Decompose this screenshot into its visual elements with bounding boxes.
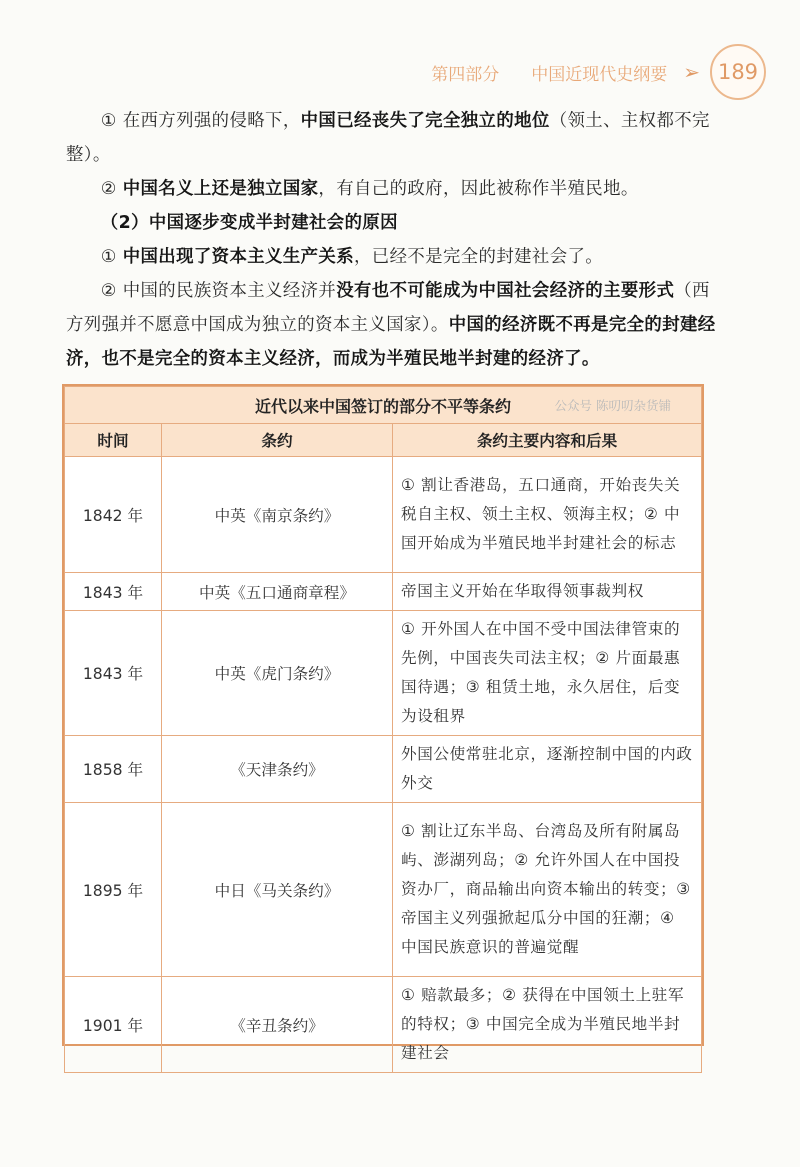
text: （西方列强并不愿意中国成为独立的资本主义国家）。 (66, 281, 710, 335)
text: （领土、主权都不完整）。 (66, 111, 710, 165)
table-caption: 近代以来中国签订的部分不平等条约 公众号 陈叨叨杂货铺 (65, 387, 702, 424)
paper-plane-icon: ➢ (683, 60, 700, 84)
header-time: 时间 (65, 424, 162, 457)
paragraph (66, 104, 716, 172)
row-treaty: 《天津条约》 (162, 736, 393, 803)
text: ② (100, 179, 123, 199)
text: ② 中国的民族资本主义经济并 (100, 281, 337, 301)
table-row (65, 977, 702, 1073)
row-content: ① 割让辽东半岛、台湾岛及所有附属岛屿、澎湖列岛；② 允许外国人在中国投资办厂，商品输出向资本输出的转变；③ 帝国主义列强掀起瓜分中国的狂潮；④ 中国民族意识的普遍觉醒 (393, 803, 702, 977)
book-title: 中国近现代史纲要 (531, 64, 668, 85)
header-content: 条约主要内容和后果 (393, 424, 702, 457)
bold-text: 中国的经济既不再是完全的封建经济，也不是完全的资本主义经济，而成为半殖民地半封建的经济了。 (66, 315, 716, 369)
bold-text: 没有也不可能成为中国社会经济的主要形式 (336, 281, 675, 301)
row-treaty: 中英《虎门条约》 (162, 611, 393, 736)
page-header (431, 44, 766, 100)
row-treaty: 《辛丑条约》 (162, 977, 393, 1073)
table-row (65, 736, 702, 803)
row-content: 外国公使常驻北京，逐渐控制中国的内政外交 (393, 736, 702, 803)
row-treaty: 中英《南京条约》 (162, 457, 393, 573)
bold-text: 中国已经丧失了完全独立的地位 (300, 111, 550, 131)
row-content: ① 开外国人在中国不受中国法律管束的先例，中国丧失司法主权；② 片面最惠国待遇；③ 租赁土地，永久居住，后变为设租界 (393, 611, 702, 736)
table-row (65, 573, 702, 611)
text: ，已经不是完全的封建社会了。 (354, 247, 604, 267)
table-row (65, 457, 702, 573)
row-time: 1895 年 (65, 803, 162, 977)
paragraph (66, 172, 716, 206)
watermark: 公众号 陈叨叨杂货铺 (554, 398, 671, 413)
table-row (65, 803, 702, 977)
treaty-table (62, 384, 704, 1062)
text: ① 在西方列强的侵略下， (100, 111, 301, 131)
page-number: 189 (710, 44, 766, 100)
row-time: 1843 年 (65, 611, 162, 736)
bold-text: 中国名义上还是独立国家 (122, 179, 319, 199)
row-time: 1843 年 (65, 573, 162, 611)
body-text (66, 104, 716, 376)
bold-text: （2）中国逐步变成半封建社会的原因 (100, 213, 398, 233)
part-label: 第四部分 (431, 64, 500, 85)
table-row (65, 611, 702, 736)
header-treaty: 条约 (162, 424, 393, 457)
text: ，有自己的政府，因此被称作半殖民地。 (318, 179, 639, 199)
row-time: 1842 年 (65, 457, 162, 573)
bold-text: 中国出现了资本主义生产关系 (122, 247, 354, 267)
paragraph (66, 240, 716, 274)
row-content: ① 割让香港岛，五口通商，开始丧失关税自主权、领土主权、领海主权；② 中国开始成为半殖民地半封建社会的标志 (393, 457, 702, 573)
row-content: 帝国主义开始在华取得领事裁判权 (393, 573, 702, 611)
row-content: ① 赔款最多；② 获得在中国领土上驻军的特权；③ 中国完全成为半殖民地半封建社会 (393, 977, 702, 1073)
row-treaty: 中英《五口通商章程》 (162, 573, 393, 611)
row-treaty: 中日《马关条约》 (162, 803, 393, 977)
paragraph (66, 274, 716, 376)
row-time: 1858 年 (65, 736, 162, 803)
row-time: 1901 年 (65, 977, 162, 1073)
paragraph (66, 206, 716, 240)
text: ① (100, 247, 123, 267)
